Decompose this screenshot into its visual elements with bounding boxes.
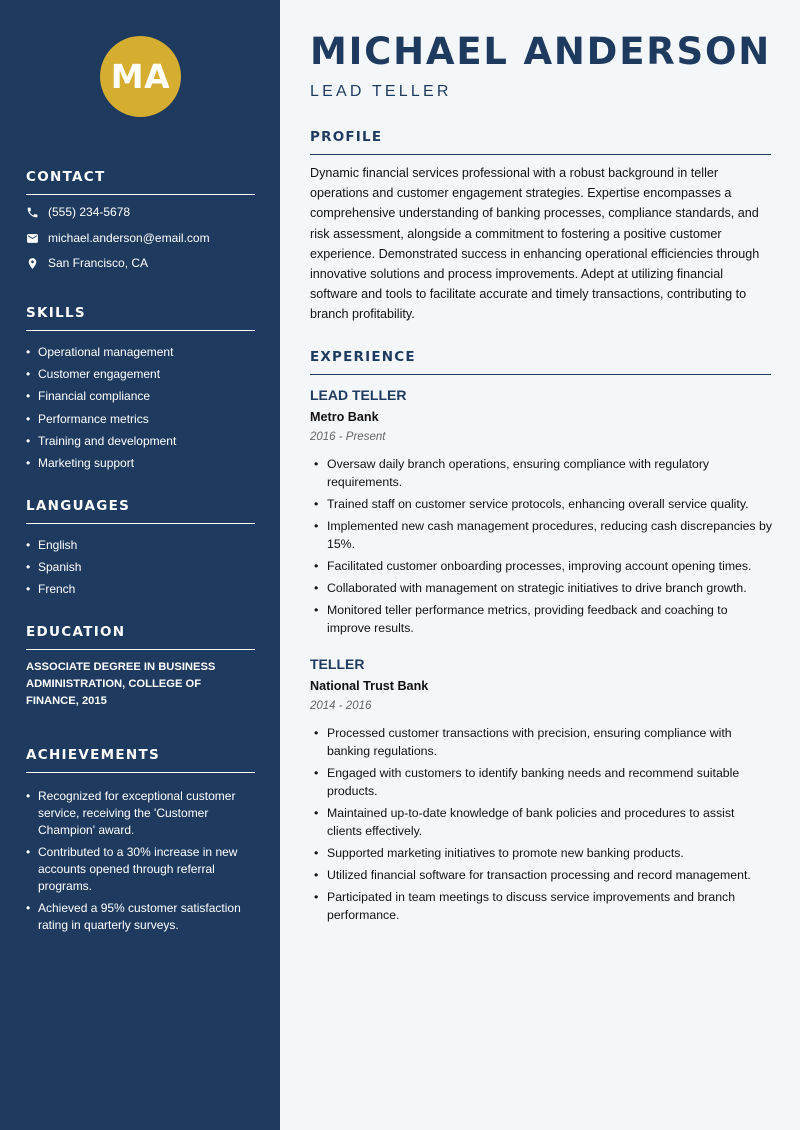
skills-list [26,341,255,474]
list-item: • Participated in team meetings to discuss service improvements and branch performance. [310,888,772,924]
profile-text: Dynamic financial services professional with a robust background in teller operations and customer engagement strategies. Expertise encompasses a comprehensive understanding of banking processes, compliance standards, and risk assessment, alongside a commitment to fostering a positive customer experience. Demonstrated success in enhancing operational efficiencies through innovative solutions and process improvements. Adept at utilizing financial software and tools to facilitate accurate and timely transactions, contributing to branch profitability. [310,166,760,322]
avatar: MA [100,36,181,117]
location-text: San Francisco, CA [48,256,149,270]
job-title: TELLER [310,656,365,672]
email-text: michael.anderson@email.com [48,231,210,245]
list-item: • Contributed to a 30% increase in new accounts opened through referral programs. [26,844,255,895]
list-item: • Marketing support [26,452,255,474]
list-item: • Achieved a 95% customer satisfaction rating in quarterly surveys. [26,900,255,934]
list-item: • French [26,578,255,600]
achievements-list [26,788,255,934]
contact-location [26,256,148,270]
job-dates: 2016 - Present [310,431,386,443]
contact-phone [26,205,130,219]
sidebar [0,0,280,1130]
list-item: • Training and development [26,430,255,452]
list-item: • Utilized financial software for transaction processing and record management. [310,866,772,884]
list-item: • Engaged with customers to identify banking needs and recommend suitable products. [310,764,772,800]
job-title: LEAD TELLER [310,387,407,403]
list-item: • Customer engagement [26,363,255,385]
list-item: • Spanish [26,556,255,578]
languages-list [26,534,255,601]
email-icon [26,232,39,245]
phone-text: (555) 234-5678 [48,205,131,219]
languages-heading: LANGUAGES [26,498,255,524]
list-item: • Operational management [26,341,255,363]
candidate-title: LEAD TELLER [310,83,452,100]
job-dates: 2014 - 2016 [310,700,372,712]
list-item: • Implemented new cash management procedures, reducing cash discrepancies by 15%. [310,517,772,553]
list-item: • Facilitated customer onboarding processes, improving account opening times. [310,557,772,575]
skills-heading: SKILLS [26,305,255,331]
contact-heading: CONTACT [26,169,255,195]
list-item: • Recognized for exceptional customer service, receiving the 'Customer Champion' award. [26,788,255,839]
company-name: Metro Bank [310,410,379,424]
job-bullets [310,724,772,928]
experience-heading: EXPERIENCE [310,349,771,375]
education-heading: EDUCATION [26,624,255,650]
candidate-name: MICHAEL ANDERSON [310,30,772,73]
company-name: National Trust Bank [310,679,429,693]
contact-email [26,231,210,245]
list-item: • Processed customer transactions with precision, ensuring compliance with banking regulations. [310,724,772,760]
job-bullets [310,455,772,641]
list-item: • English [26,534,255,556]
education-entry: ASSOCIATE DEGREE IN BUSINESS ADMINISTRATION, COLLEGE OF FINANCE, 2015 [26,661,216,707]
achievements-heading: ACHIEVEMENTS [26,747,255,773]
list-item: • Performance metrics [26,408,255,430]
list-item: • Maintained up-to-date knowledge of bank policies and procedures to assist clients effectively. [310,804,772,840]
list-item: • Financial compliance [26,385,255,407]
phone-icon [26,206,39,219]
profile-heading: PROFILE [310,129,771,155]
list-item: • Monitored teller performance metrics, providing feedback and coaching to improve results. [310,601,772,637]
location-pin-icon [26,257,39,270]
list-item: • Supported marketing initiatives to promote new banking products. [310,844,772,862]
list-item: • Collaborated with management on strategic initiatives to drive branch growth. [310,579,772,597]
list-item: • Oversaw daily branch operations, ensuring compliance with regulatory requirements. [310,455,772,491]
list-item: • Trained staff on customer service protocols, enhancing overall service quality. [310,495,772,513]
